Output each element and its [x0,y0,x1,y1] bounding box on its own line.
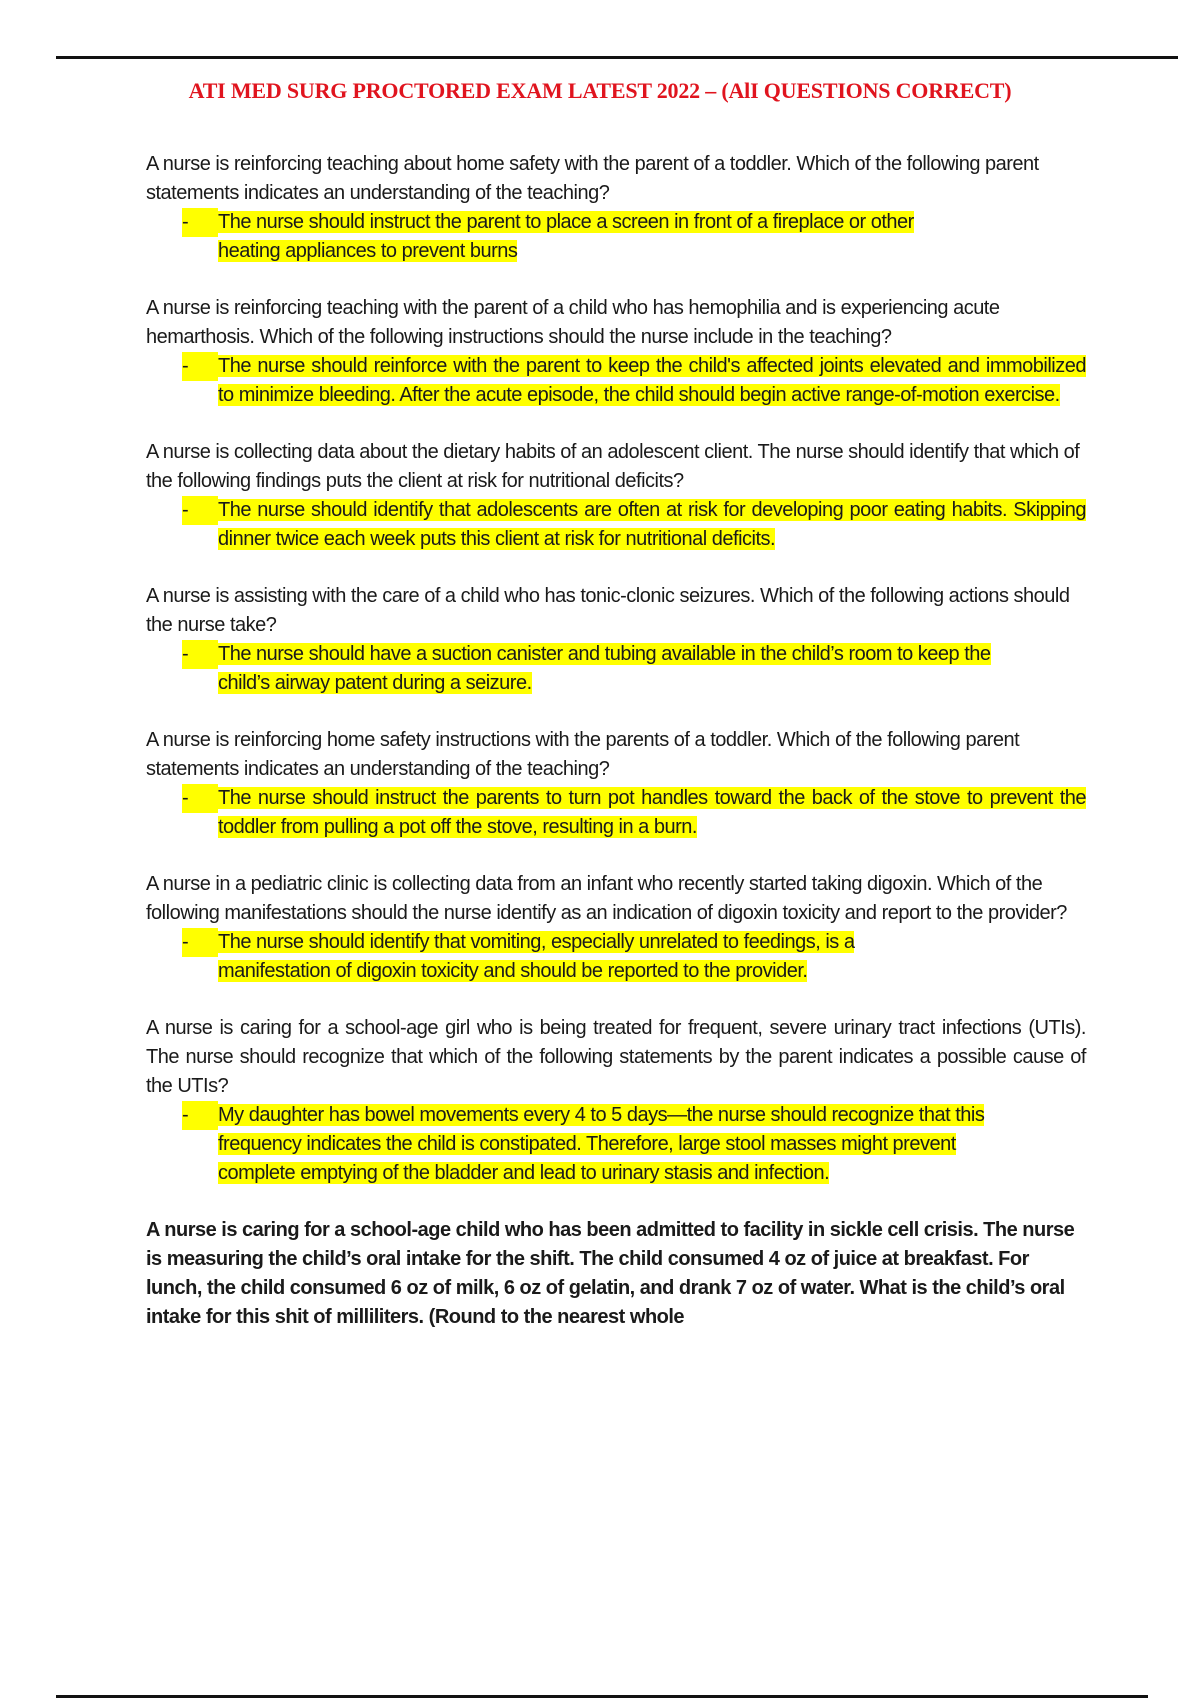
question-text: A nurse in a pediatric clinic is collecting data from an infant who recently started taking digoxin. Which of the following manifestations should the nurse identify as an indication of digoxin toxicity and report to the provider? [146,873,1067,924]
answer-text: The nurse should instruct the parent to place a screen in front of a fireplace or other heating appliances to prevent burns [218,211,914,262]
header-rule [56,56,1178,59]
qa-item-2 [146,294,1086,410]
answer-bullet [182,784,1086,842]
answer-text: The nurse should instruct the parents to turn pot handles toward the back of the stove to prevent the toddler from pulling a pot off the stove, resulting in a burn. [218,787,1086,838]
bullet-dash: - [182,208,218,237]
bullet-dash: - [182,640,218,669]
answer-text: The nurse should identify that adolescents are often at risk for developing poor eating habits. Skipping dinner twice each week puts this client at risk for nutritional deficits. [218,499,1086,550]
qa-item-3 [146,438,1086,554]
footer-rule [56,1695,1148,1698]
answer-bullet [182,352,1086,410]
question-text: A nurse is assisting with the care of a child who has tonic-clonic seizures. Which of the following actions should the nurse take? [146,585,1070,636]
bullet-dash: - [182,784,218,813]
question-text: A nurse is reinforcing teaching about home safety with the parent of a toddler. Which of the following parent statements indicates an understanding of the teaching? [146,153,1039,204]
question-text: A nurse is reinforcing teaching with the parent of a child who has hemophilia and is experiencing acute hemarthosis. Which of the following instructions should the nurse include in the teaching? [146,297,1000,348]
qa-item-5 [146,726,1086,842]
answer-text: The nurse should have a suction canister and tubing available in the child’s room to keep the child’s airway patent during a seizure. [218,643,991,694]
qa-item-4 [146,582,1086,698]
document-title: ATI MED SURG PROCTORED EXAM LATEST 2022 – (AlI QUESTIONS CORRECT) [188,78,1012,103]
qa-item-1 [146,150,1086,266]
bullet-dash: - [182,496,218,525]
bullet-dash: - [182,928,218,957]
answer-bullet [182,640,1008,698]
qa-item-7 [146,1014,1086,1188]
question-text: A nurse is reinforcing home safety instructions with the parents of a toddler. Which of the following parent statements indicates an understanding of the teaching? [146,729,1020,780]
answer-bullet [182,1101,1008,1188]
final-question-text: A nurse is caring for a school-age child who has been admitted to facility in sickle cell crisis. The nurse is measuring the child’s oral intake for the shift. The child consumed 4 oz of juice at breakfast. For lunch, the child consumed 6 oz of milk, 6 oz of gelatin, and drank 7 oz of water. What is the child’s oral intake for this shit of milliliters. (Round to the nearest whole [146,1219,1075,1328]
bullet-dash: - [182,1101,218,1130]
answer-text: The nurse should identify that vomiting, especially unrelated to feedings, is a manifestation of digoxin toxicity and should be reported to the provider. [218,931,855,982]
answer-bullet [182,208,962,266]
question-text: A nurse is collecting data about the dietary habits of an adolescent client. The nurse should identify that which of the following findings puts the client at risk for nutritional deficits? [146,441,1080,492]
document-body [146,150,1086,1360]
qa-item-8 [146,1216,1086,1332]
answer-text: The nurse should reinforce with the parent to keep the child's affected joints elevated and immobilized to minimize bleeding. After the acute episode, the child should begin active range-of-motion exercise. [218,355,1086,406]
qa-item-6 [146,870,1086,986]
answer-bullet [182,928,938,986]
answer-text: My daughter has bowel movements every 4 to 5 days—the nurse should recognize that this frequency indicates the child is constipated. Therefore, large stool masses might prevent complete emptying of the bladder and lead to urinary stasis and infection. [218,1104,985,1184]
bullet-dash: - [182,352,218,381]
question-text: A nurse is caring for a school-age girl who is being treated for frequent, severe urinary tract infections (UTIs). The nurse should recognize that which of the following statements by the parent indicates a possible cause of the UTIs? [146,1017,1086,1097]
answer-bullet [182,496,1086,554]
